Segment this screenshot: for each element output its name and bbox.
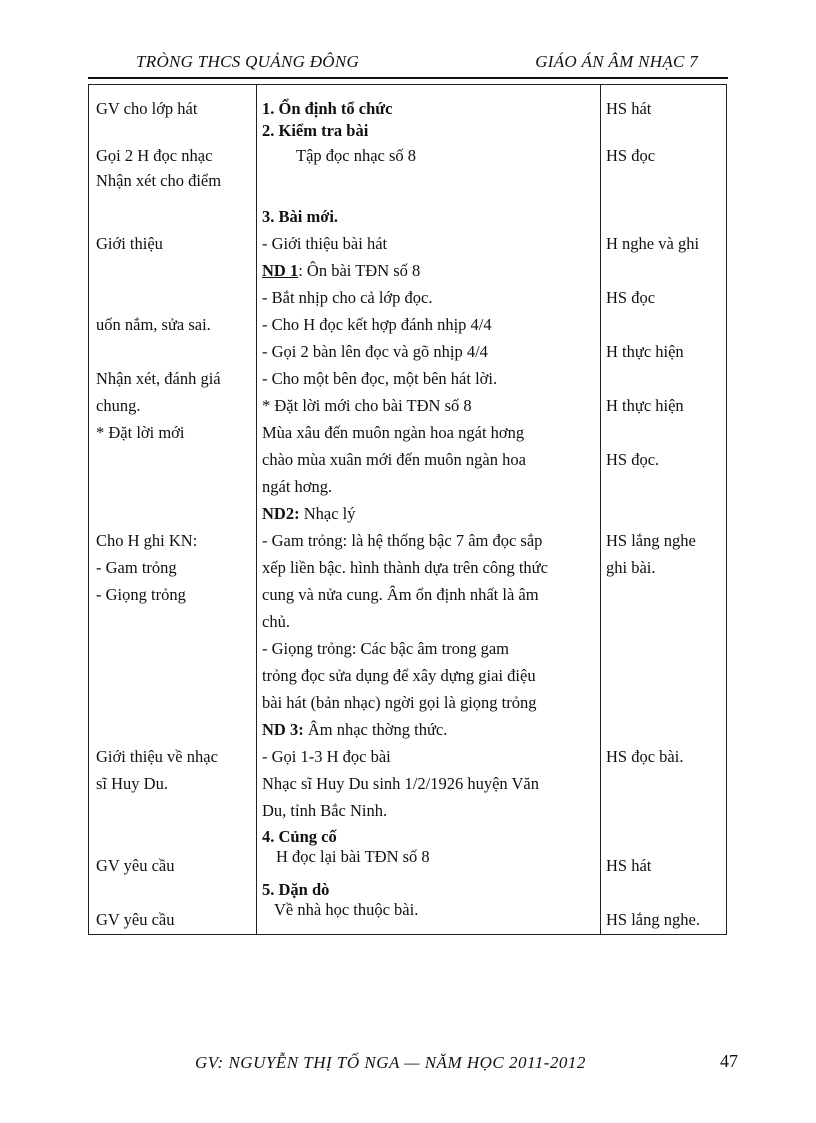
teacher-activity: Gọi 2 H đọc nhạc bbox=[96, 146, 213, 165]
content-line: ngát hơng. bbox=[262, 477, 333, 496]
student-activity: H thực hiện bbox=[606, 342, 684, 361]
content-line: - Gam trỏng: là hệ thống bậc 7 âm đọc sắp bbox=[262, 531, 543, 550]
student-activity: HS lắng nghe. bbox=[606, 910, 700, 929]
section-heading: 3. Bài mới. bbox=[262, 207, 339, 226]
page-header bbox=[88, 52, 728, 78]
content-line: - Cho H đọc kết hợp đánh nhịp 4/4 bbox=[262, 315, 492, 334]
nd3-text: Âm nhạc thờng thức. bbox=[303, 720, 448, 739]
teacher-activity: GV cho lớp hát bbox=[96, 99, 198, 118]
nd3-label: ND 3: bbox=[262, 720, 304, 739]
column-divider-2 bbox=[600, 85, 601, 934]
teacher-activity: GV yêu cầu bbox=[96, 856, 175, 875]
nd1-text: : Ôn bài TĐN số 8 bbox=[298, 261, 421, 280]
content-line: * Đặt lời mới cho bài TĐN số 8 bbox=[262, 396, 472, 415]
content-line: trỏng đọc sửa dụng để xây dựng giai điệu bbox=[262, 666, 536, 685]
content-line: bài hát (bản nhạc) ngời gọi là giọng trỏng bbox=[262, 693, 537, 712]
content-line: Mùa xâu đến muôn ngàn hoa ngát hơng bbox=[262, 423, 525, 442]
content-line: - Giọng trỏng: Các bậc âm trong gam bbox=[262, 639, 509, 658]
content-line: Nhạc sĩ Huy Du sinh 1/2/1926 huyện Văn bbox=[262, 774, 539, 793]
content-line: Tập đọc nhạc số 8 bbox=[296, 146, 417, 165]
teacher-activity: Giới thiệu bbox=[96, 234, 163, 253]
lesson-table bbox=[88, 84, 727, 935]
content-line: Về nhà học thuộc bài. bbox=[274, 900, 419, 919]
teacher-activity: Cho H ghi KN: bbox=[96, 531, 198, 550]
student-activity: HS đọc bài. bbox=[606, 747, 684, 766]
student-activity: H nghe và ghi bbox=[606, 234, 700, 253]
nd2-text: Nhạc lý bbox=[299, 504, 356, 523]
student-activity: HS đọc. bbox=[606, 450, 660, 469]
teacher-activity: uốn nắm, sửa sai. bbox=[96, 315, 211, 334]
nd2-line bbox=[262, 504, 355, 524]
content-line: chủ. bbox=[262, 612, 290, 631]
page-footer: GV: NGUYỄN THỊ TỐ NGA — NĂM HỌC 2011-2012 bbox=[195, 1053, 586, 1072]
header-school: TRÒNG THCS QUẢNG ĐÔNG bbox=[136, 52, 360, 71]
page-number: 47 bbox=[720, 1051, 738, 1071]
section-heading: 2. Kiểm tra bài bbox=[262, 121, 369, 140]
section-heading: 1. Ổn định tổ chức bbox=[262, 99, 393, 118]
teacher-activity: - Giọng trỏng bbox=[96, 585, 186, 604]
student-activity: ghi bài. bbox=[606, 558, 656, 577]
section-heading: 4. Củng cố bbox=[262, 827, 337, 846]
nd3-line bbox=[262, 720, 447, 740]
content-line: xếp liền bậc. hình thành dựa trên công thức bbox=[262, 558, 548, 577]
teacher-activity: chung. bbox=[96, 396, 141, 415]
student-activity: HS đọc bbox=[606, 146, 656, 165]
content-line: Du, tỉnh Bắc Ninh. bbox=[262, 801, 388, 820]
content-line: H đọc lại bài TĐN số 8 bbox=[276, 847, 430, 866]
teacher-activity: Nhận xét, đánh giá bbox=[96, 369, 221, 388]
student-activity: HS hát bbox=[606, 99, 652, 118]
content-line: - Giới thiệu bài hát bbox=[262, 234, 388, 253]
teacher-activity: sĩ Huy Du. bbox=[96, 774, 168, 793]
nd2-label: ND2: bbox=[262, 504, 300, 523]
nd1-line bbox=[262, 261, 420, 281]
student-activity: HS lắng nghe bbox=[606, 531, 696, 550]
content-line: cung và nửa cung. Âm ổn định nhất là âm bbox=[262, 585, 539, 604]
header-rule bbox=[88, 77, 728, 79]
content-line: - Cho một bên đọc, một bên hát lời. bbox=[262, 369, 498, 388]
teacher-activity: GV yêu cầu bbox=[96, 910, 175, 929]
content-line: - Gọi 2 bàn lên đọc và gõ nhịp 4/4 bbox=[262, 342, 488, 361]
student-activity: H thực hiện bbox=[606, 396, 684, 415]
header-subject: GIÁO ÁN ÂM NHẠC 7 bbox=[535, 52, 698, 71]
teacher-activity: - Gam trỏng bbox=[96, 558, 177, 577]
section-heading: 5. Dặn dò bbox=[262, 880, 330, 899]
teacher-activity: Giới thiệu về nhạc bbox=[96, 747, 218, 766]
teacher-activity: Nhận xét cho điểm bbox=[96, 171, 222, 190]
content-line: - Gọi 1-3 H đọc bài bbox=[262, 747, 391, 766]
student-activity: HS hát bbox=[606, 856, 652, 875]
student-activity: HS đọc bbox=[606, 288, 656, 307]
column-divider-1 bbox=[256, 85, 257, 934]
content-line: chào mùa xuân mới đến muôn ngàn hoa bbox=[262, 450, 526, 469]
content-line: - Bắt nhịp cho cả lớp đọc. bbox=[262, 288, 433, 307]
nd1-label: ND 1 bbox=[262, 261, 299, 280]
teacher-activity: * Đặt lời mới bbox=[96, 423, 185, 442]
